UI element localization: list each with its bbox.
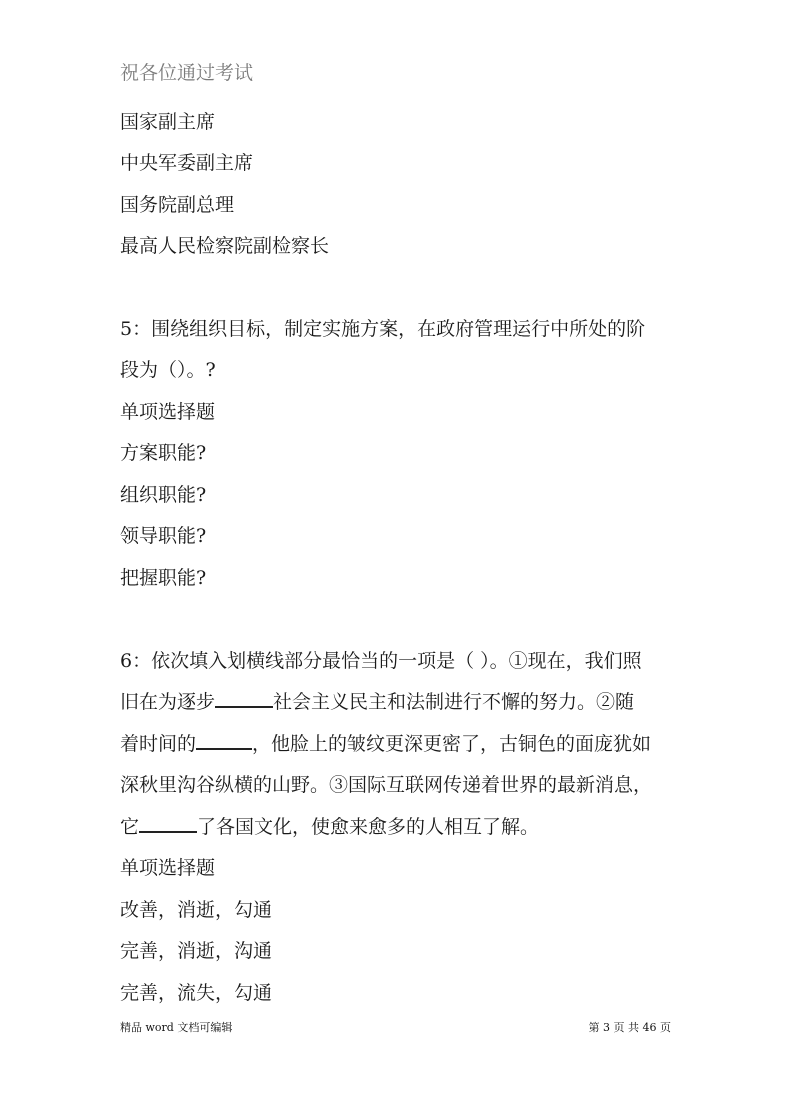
q6-text-line: 6：依次填入划横线部分最恰当的一项是（ ）。①现在，我们照 [120,650,642,672]
q6-text-line [120,730,651,758]
q5-text-line: 5：围绕组织目标，制定实施方案，在政府管理运行中所处的阶 [120,318,646,340]
q6-text: ，他脸上的皱纹更深更密了，古铜色的面庞犹如 [252,733,652,755]
q6-text: 了各国文化，使愈来愈多的人相互了解。 [197,816,540,838]
prev-option: 最高人民检察院副检察长 [120,235,330,257]
fill-blank-3 [139,813,197,833]
fill-blank-2 [196,730,252,750]
prev-option: 国务院副总理 [120,194,235,216]
footer-page-number: 第 3 页 共 46 页 [588,1021,671,1034]
q6-text: 它 [120,816,140,838]
q6-option: 改善，消逝，勾通 [120,899,273,921]
q6-text-line [120,813,539,841]
q5-text-line: 段为（）。? [120,359,216,381]
q5-option: 方案职能? [120,442,207,464]
footer-left: 精品 word 文档可编辑 [120,1021,233,1034]
fill-blank-1 [215,688,273,708]
page-header: 祝各位通过考试 [120,62,254,84]
q6-text: 着时间的 [120,733,197,755]
q6-text: 社会主义民主和法制进行不懈的努力。②随 [273,691,635,713]
q6-text-line [120,688,634,716]
q5-option: 领导职能? [120,525,207,547]
prev-option: 国家副主席 [120,111,216,133]
q6-text-line: 深秋里沟谷纵横的山野。③国际互联网传递着世界的最新消息， [120,774,653,796]
q6-option: 完善，消逝，沟通 [120,940,273,962]
q6-option: 完善，流失，勾通 [120,982,273,1004]
q5-type: 单项选择题 [120,401,216,423]
q5-option: 把握职能? [120,567,207,589]
q6-text: 旧在为逐步 [120,691,216,713]
prev-option: 中央军委副主席 [120,152,254,174]
q6-type: 单项选择题 [120,857,216,879]
q5-option: 组织职能? [120,484,207,506]
